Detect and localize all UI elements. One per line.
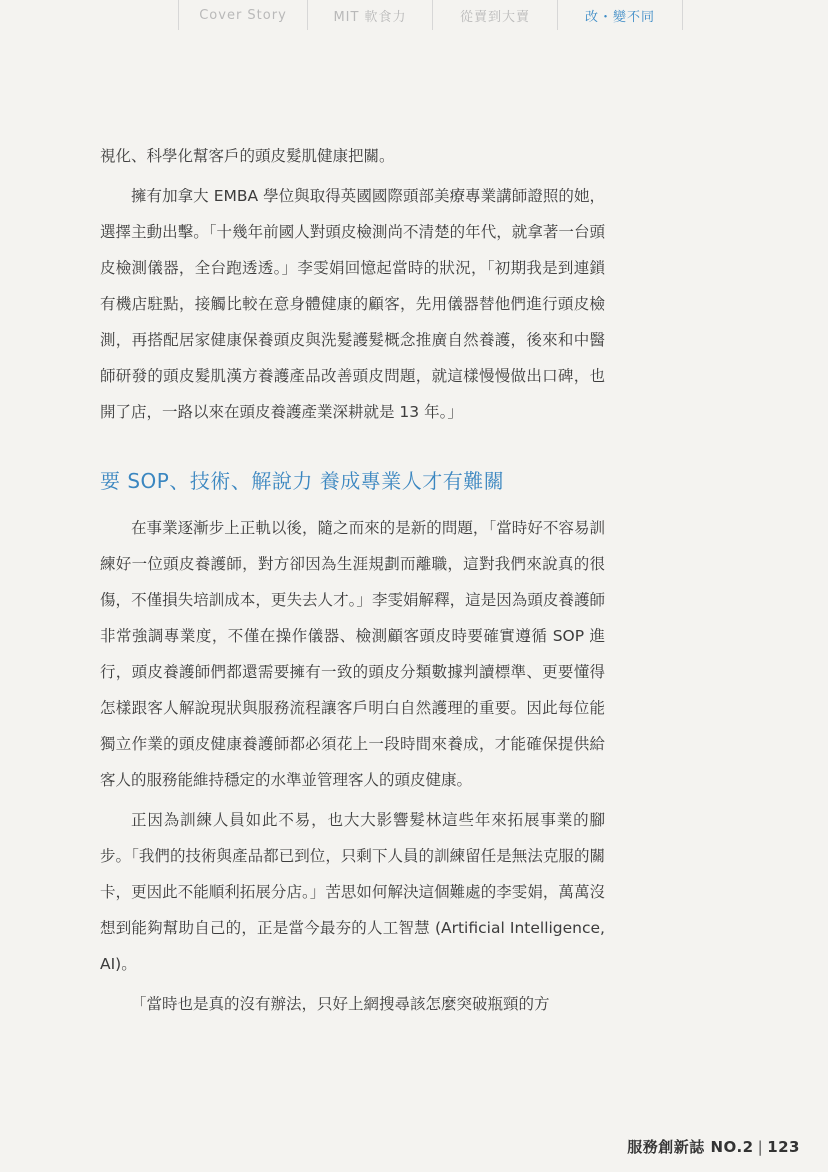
page-footer [627,1136,800,1157]
section-heading: 要 SOP、技術、解說力 養成專業人才有難關 [100,469,505,493]
page-number: 123 [767,1138,800,1156]
section-nav [178,0,683,30]
paragraph: 在事業逐漸步上正軌以後，隨之而來的是新的問題，「當時好不容易訓練好一位頭皮養護師，對方卻因為生涯規劃而離職，這對我們來說真的很傷，不僅損失培訓成本，更失去人才。」李雯娟解釋，這是因為頭皮養護師非常強調專業度，不僅在操作儀器、檢測顧客頭皮時要確實遵循 SOP 進行，頭皮養護師們都還需要擁有一致的頭皮分類數據判讀標準、更要懂得怎樣跟客人解說現狀與服務流程讓客戶明白自然護理的重要。因此每位能獨立作業的頭皮健康養護師都必須花上一段時間來養成，才能確保提供給客人的服務能維持穩定的水準並管理客人的頭皮健康。 [100,519,605,789]
paragraph: 視化、科學化幫客戶的頭皮髮肌健康把關。 [100,147,395,165]
magazine-title: 服務創新誌 NO.2 [627,1138,754,1156]
paragraph: 「當時也是真的沒有辦法，只好上網搜尋該怎麼突破瓶頸的方 [131,995,550,1013]
paragraph: 正因為訓練人員如此不易，也大大影響髮林這些年來拓展事業的腳步。「我們的技術與產品都已到位，只剩下人員的訓練留任是無法克服的關卡，更因此不能順利拓展分店。」苦思如何解決這個難處的李雯娟，萬萬沒想到能夠幫助自己的，正是當今最夯的人工智慧 (Artificial Intelligence, AI)。 [100,811,605,973]
paragraph: 擁有加拿大 EMBA 學位與取得英國國際頭部美療專業講師證照的她，選擇主動出擊。「十幾年前國人對頭皮檢測尚不清楚的年代，就拿著一台頭皮檢測儀器，全台跑透透。」李雯娟回憶起當時的狀況，「初期我是到連鎖有機店駐點，接觸比較在意身體健康的顧客，先用儀器替他們進行頭皮檢測，再搭配居家健康保養頭皮與洗髮護髮概念推廣自然養護，後來和中醫師研發的頭皮髮肌漢方養護產品改善頭皮問題，就這樣慢慢做出口碑，也開了店，一路以來在頭皮養護產業深耕就是 13 年。」 [100,187,605,421]
footer-separator: | [757,1138,764,1156]
tab-sell-to-big-sell[interactable]: 從賣到大賣 [432,0,557,30]
tab-change-different[interactable]: 改・變不同 [557,0,683,30]
tab-mit-soft-power[interactable]: MIT 軟食力 [307,0,432,30]
article-body [100,138,605,1022]
tab-cover-story[interactable]: Cover Story [178,0,307,30]
